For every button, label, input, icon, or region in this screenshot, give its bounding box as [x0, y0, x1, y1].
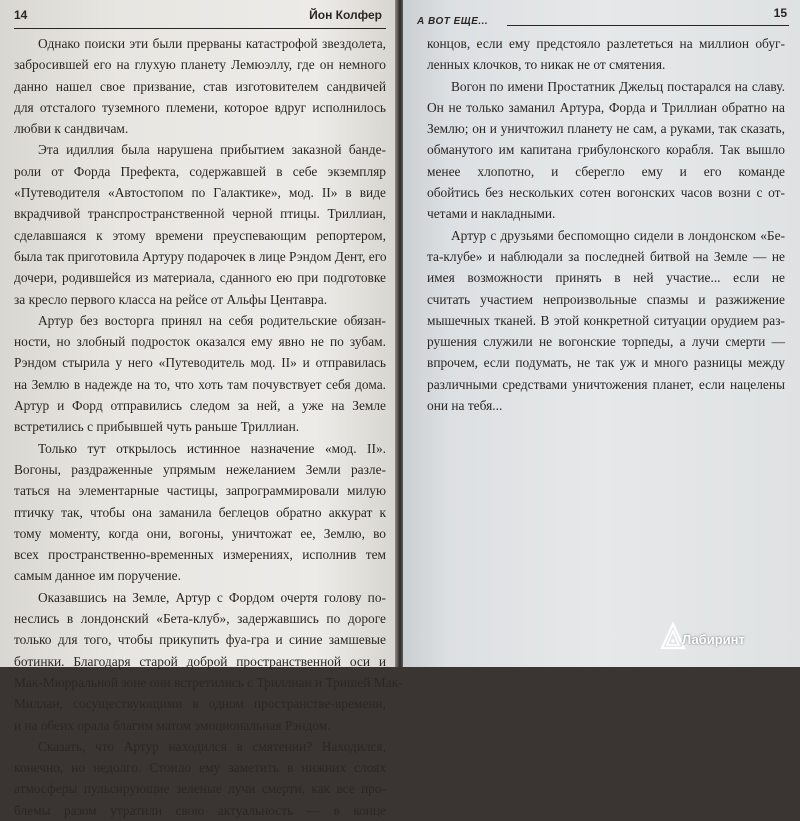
- text-line: птичку так, чтобы она заманила беглецов обратно аккурат к: [14, 504, 386, 520]
- text-line: только для того, чтобы прикупить фуа-гра и синие замшевые: [14, 632, 386, 648]
- text-line: Мак-Мюрральной зоне они встретились с Триллиан и Тришей Мак-: [14, 674, 403, 690]
- right-page: [403, 0, 800, 667]
- text-line: обманутого им капитана грибулонского корабля. Так вышло: [427, 142, 785, 158]
- text-line: Однако поиски эти были прерваны катастрофой звездолета,: [38, 36, 386, 51]
- text-line: Землю; он и уничтожил планету не сам, а руками, так сказать,: [427, 121, 785, 137]
- text-line: за кресло первого класса на рейсе от Альфы Центавра.: [14, 291, 328, 307]
- text-line: Рэндом стырила у него «Путеводитель мод. II» и отправилась: [14, 355, 386, 371]
- text-line: Миллан, сосуществующими в одном пространстве-времени,: [14, 696, 386, 712]
- right-page-number: 15: [773, 6, 787, 20]
- text-line: сделавшаяся к этому времени преуспевающим репортером,: [14, 227, 386, 243]
- right-body-text: [427, 33, 785, 416]
- text-line: рушения служили не вогонские торпеды, а лучи смерти —: [427, 334, 785, 350]
- left-running-head: [14, 6, 386, 29]
- right-running-head: [411, 6, 789, 28]
- text-line: они на тебя...: [427, 398, 503, 414]
- text-line: Только тут открылось истинное назначение «мод. II».: [38, 440, 386, 456]
- text-line: Сказать, что Артур находился в смятении? Находился,: [38, 738, 386, 754]
- text-line: четами и накладными.: [427, 206, 556, 222]
- header-rule: [507, 25, 789, 26]
- text-line: Он не только заманил Артура, Форда и Триллиан обратно на: [427, 99, 785, 115]
- text-line: была так приготовила Артуру подарочек в лице Рэндом Дент, его: [14, 248, 387, 264]
- text-line: Артур с друзьями беспомощно сидели в лондонском «Бе-: [451, 227, 785, 243]
- text-line: тому моменту, когда они, вогоны, уничтожат ее, Землю, во: [14, 525, 386, 541]
- text-line: Артур без восторга принял на себя родительские обязан-: [38, 312, 386, 328]
- text-line: мышечных тканей. В этой конкретной ситуации орудием раз-: [427, 312, 785, 328]
- text-line: ботинки. Благодаря старой доброй пространственной оси и: [14, 653, 386, 669]
- text-line: ности, но злобный подросток оказался ему явно не по зубам.: [14, 334, 386, 350]
- text-line: на Землю в надежде на то, что хоть там почувствует себя дома.: [14, 376, 386, 392]
- text-line: Вогон по имени Простатник Джельц постарался на славу.: [451, 78, 785, 94]
- text-line: Вогоны, раздраженные упрямым нежеланием Земли разле-: [14, 461, 386, 477]
- text-line: таться на элементарные частицы, запрограммировали милую: [14, 483, 386, 499]
- left-page-number: 14: [14, 8, 28, 22]
- text-line: и на обеих орала благим матом эмоциональная Рэндом.: [14, 717, 331, 733]
- text-line: менее хлопотно, и сберегло ему и его команде: [427, 163, 785, 179]
- text-line: для отсталого туземного племени, которое вдруг исполнилось: [14, 99, 386, 115]
- text-line: имея возможности принять в ней участие... если не: [427, 270, 785, 286]
- text-line: забросившей его на глухую планету Лемюэллу, где он немного: [14, 57, 386, 73]
- left-running-title: Йон Колфер: [309, 8, 382, 22]
- text-line: «Путеводителя «Автостопом по Галактике», мод. II» в виде: [14, 185, 386, 201]
- text-line: ленных клочков, то никак не от смятения.: [427, 57, 666, 73]
- text-line: различными средствами уничтожения планет, если нацелены: [427, 376, 785, 392]
- text-line: неслись в лондонский «Бета-клуб», задержавшись по дороге: [14, 611, 386, 627]
- text-line: роли от Форда Префекта, содержавшей в себе экземпляр: [14, 163, 386, 179]
- text-line: впрочем, если подумать, не так уж и много разницы между: [427, 355, 785, 371]
- text-line: всех пространственно-временных измерениях, исполнив тем: [14, 547, 386, 563]
- text-line: данно нашел свое призвание, став изготовителем сандвичей: [14, 78, 386, 94]
- text-line: Артур и Форд отправились следом за ней, а уже на Земле: [14, 398, 386, 414]
- text-line: конечно, но недолго. Стоило ему заметить в нижних слоях: [14, 760, 386, 776]
- text-line: вкрадчивой транспространственной черной птицы. Триллиан,: [14, 206, 386, 222]
- text-line: Оказавшись на Земле, Артур с Фордом очертя голову по-: [38, 589, 386, 605]
- watermark-text: Лабиринт: [682, 632, 745, 647]
- text-line: дочери, родившейся из материала, сданного ею при подготовке: [14, 270, 386, 286]
- text-line: концов, если ему предстояло разлететься на миллион обуг-: [427, 36, 785, 51]
- text-line: встретились с прибывшей чуть раньше Триллиан.: [14, 419, 300, 435]
- text-line: считать участием непроизвольные спазмы и разжижение: [427, 291, 785, 307]
- text-line: Эта идиллия была нарушена прибытием заказной банде-: [38, 142, 386, 158]
- text-line: обойтись без нескольких сотен вогонских часов возни с от-: [427, 185, 785, 201]
- text-line: та-клубе» и наблюдали за последней битвой на Земле — не: [427, 248, 785, 264]
- text-line: самым данное им поручение.: [14, 568, 181, 584]
- text-line: любви к сандвичам.: [14, 121, 129, 137]
- text-line: блемы разом утратили свою актуальность — в конце: [14, 802, 386, 818]
- right-running-title: А ВОТ ЕЩЕ...: [417, 16, 489, 27]
- left-body-text: [14, 33, 403, 821]
- text-line: атмосферы пульсирующие зеленые лучи смерти, как все про-: [14, 781, 386, 797]
